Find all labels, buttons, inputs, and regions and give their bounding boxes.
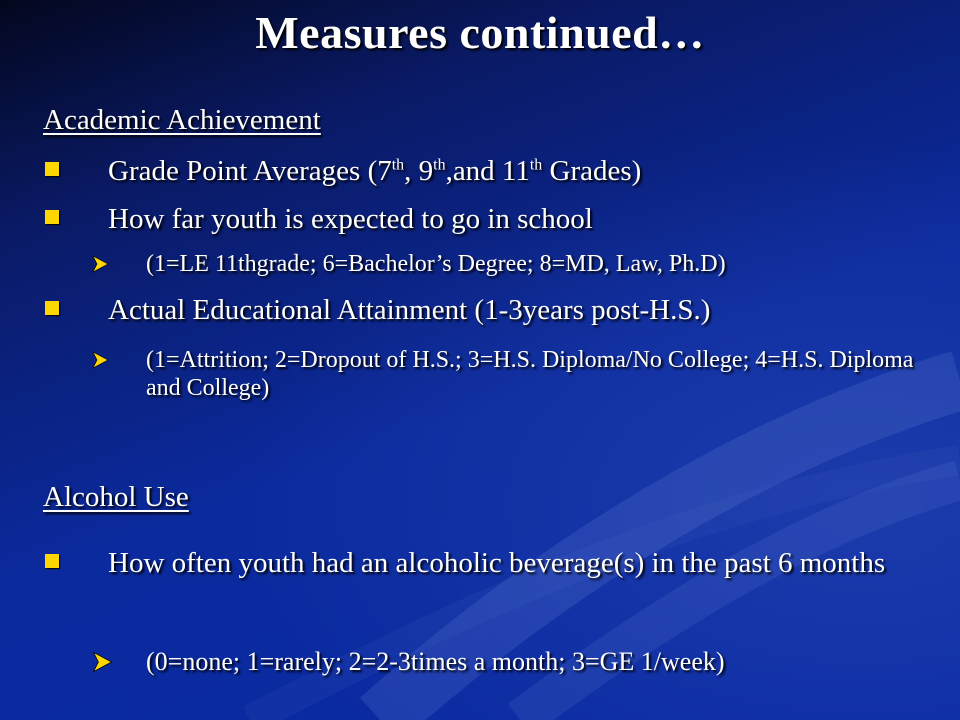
bullet-gpa-text: Grade Point Averages (7th, 9th,and 11th Grades) <box>108 155 642 187</box>
bullet-alcohol-frequency-text: How often youth had an alcoholic beverage(s) in the past 6 months <box>108 547 886 579</box>
bullet-expected-schooling-text: How far youth is expected to go in school <box>108 203 593 235</box>
sub-bullet-expected-scale-text: (1=LE 11thgrade; 6=Bachelor’s Degree; 8=MD, Law, Ph.D) <box>146 251 726 277</box>
sub-bullet-alcohol-scale-text: (0=none; 1=rarely; 2=2-3times a month; 3=GE 1/week) <box>146 647 725 676</box>
square-bullet-icon <box>45 210 59 224</box>
bullet-attainment-text: Actual Educational Attainment (1-3years post-H.S.) <box>108 294 711 326</box>
square-bullet-icon <box>45 554 59 568</box>
section-heading-alcohol: Alcohol Use <box>43 481 189 513</box>
arrow-bullet-icon <box>90 254 110 274</box>
arrow-bullet-icon <box>90 650 114 674</box>
arrow-bullet-icon <box>90 350 110 370</box>
sub-bullet-attainment-scale-text: (1=Attrition; 2=Dropout of H.S.; 3=H.S. Diploma/No College; 4=H.S. Diploma and College) <box>146 347 914 401</box>
slide-title: Measures continued… <box>255 7 705 58</box>
square-bullet-icon <box>45 301 59 315</box>
section-heading-academic: Academic Achievement <box>43 104 321 136</box>
square-bullet-icon <box>45 162 59 176</box>
